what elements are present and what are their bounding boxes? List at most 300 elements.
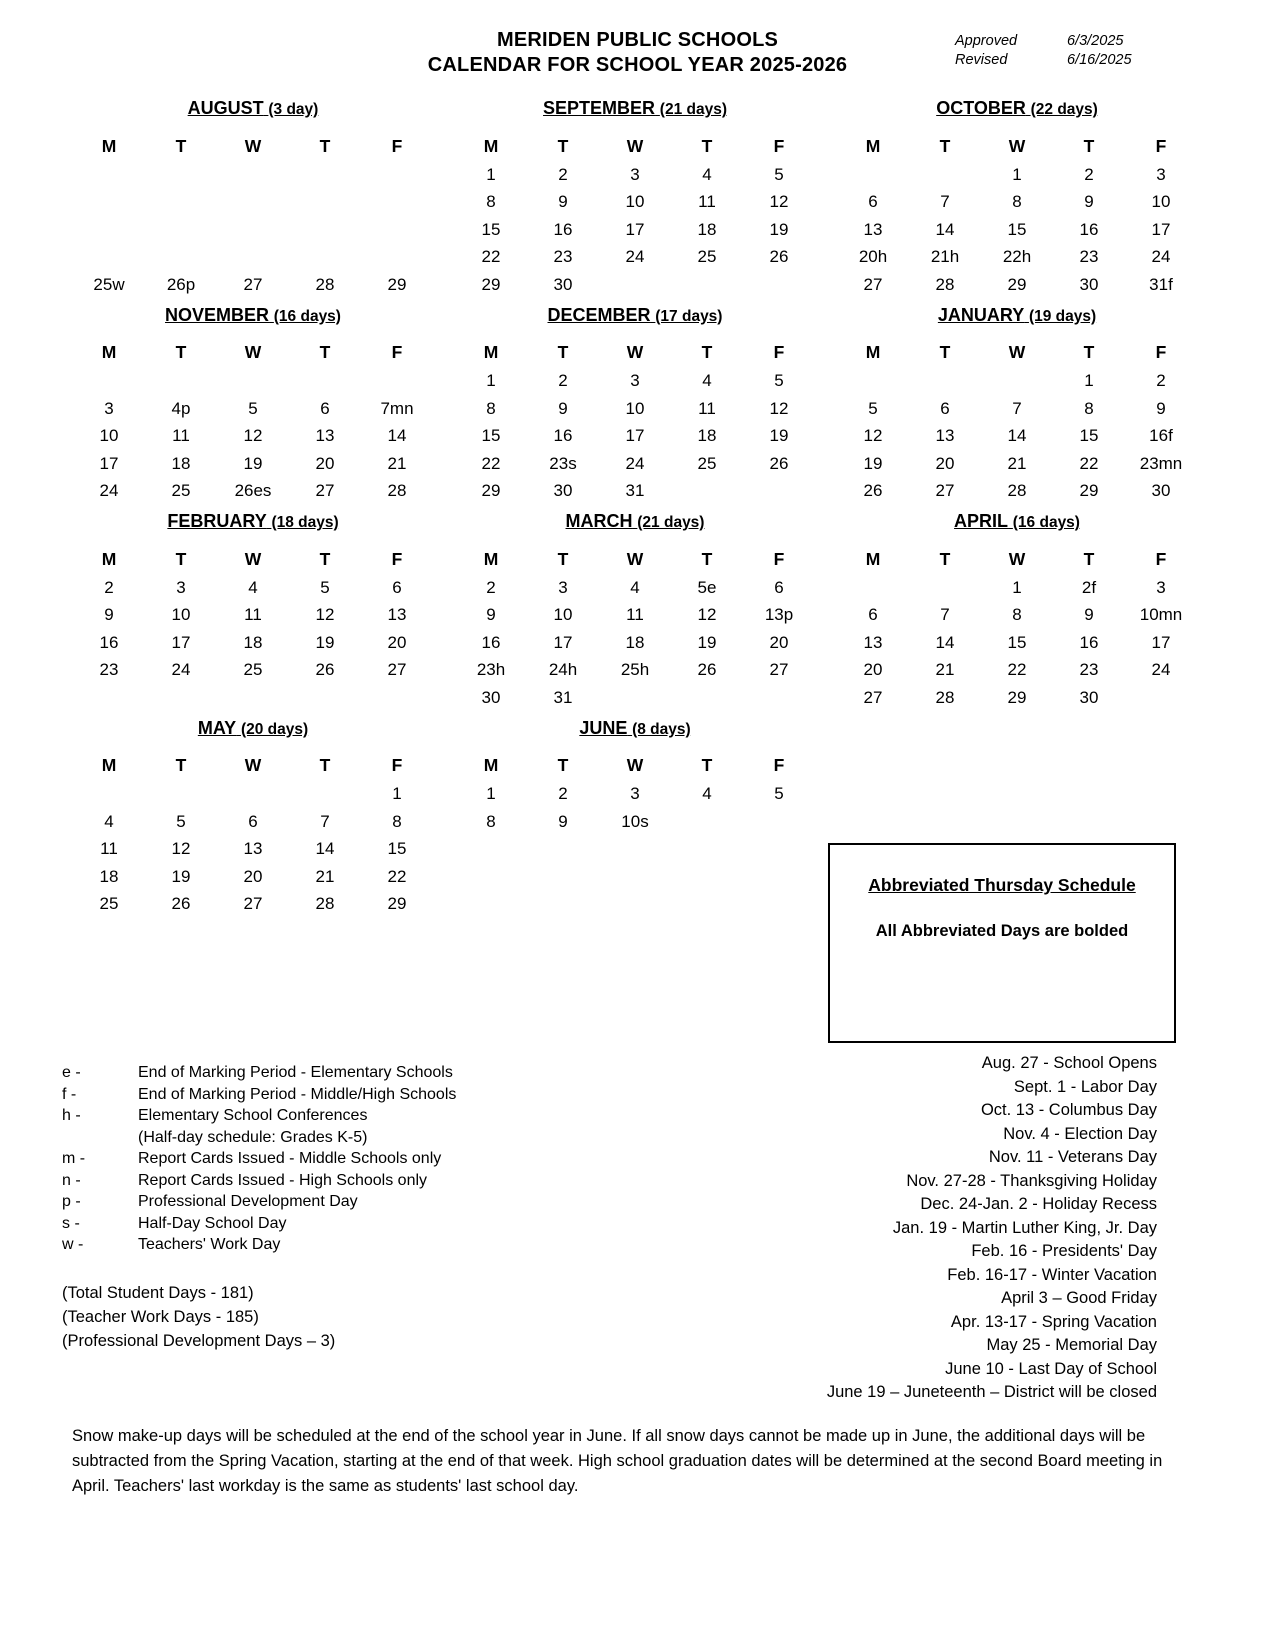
- weekday-header: F: [391, 342, 403, 362]
- day-cell[interactable]: 20: [243, 866, 263, 886]
- month-table: [73, 544, 433, 712]
- day-cell[interactable]: 22: [1007, 660, 1027, 680]
- day-cell[interactable]: 4: [702, 164, 712, 184]
- day-cell[interactable]: 17: [1151, 219, 1171, 239]
- week-row: [455, 891, 815, 919]
- week-row: [837, 657, 1197, 685]
- day-cell[interactable]: 9: [486, 605, 496, 625]
- week-row: [73, 863, 433, 891]
- week-row: [73, 629, 433, 657]
- day-cell[interactable]: 26: [697, 660, 717, 680]
- day-cell[interactable]: 25w: [93, 274, 125, 294]
- day-cell[interactable]: 5: [320, 577, 330, 597]
- day-cell[interactable]: 13p: [764, 605, 794, 625]
- day-cell[interactable]: 29: [387, 274, 407, 294]
- day-cell[interactable]: 24: [171, 660, 191, 680]
- day-cell[interactable]: 20h: [858, 247, 888, 267]
- approved-date: 6/3/2025: [1067, 33, 1124, 49]
- day-cell[interactable]: 21: [387, 453, 407, 473]
- weekday-header-row: [73, 131, 433, 161]
- day-cell[interactable]: 28: [1007, 481, 1027, 501]
- day-cell[interactable]: 6: [248, 811, 258, 831]
- day-cell[interactable]: 19: [315, 632, 335, 652]
- day-cell[interactable]: 21h: [930, 247, 960, 267]
- empty-cell: [909, 161, 981, 189]
- day-cell[interactable]: 7: [320, 811, 330, 831]
- day-cell[interactable]: 18: [697, 219, 717, 239]
- month-title: [444, 305, 826, 328]
- day-cell[interactable]: 5: [774, 784, 784, 804]
- day-cell[interactable]: 8: [1084, 398, 1094, 418]
- day-cell[interactable]: 22h: [1002, 247, 1032, 267]
- week-row: [73, 161, 433, 189]
- day-cell[interactable]: 29: [1007, 274, 1027, 294]
- day-cell[interactable]: 3: [176, 577, 186, 597]
- day-cell[interactable]: 10: [171, 605, 191, 625]
- month-table: [455, 131, 815, 299]
- day-cell[interactable]: 9: [558, 192, 568, 212]
- empty-cell: [289, 244, 361, 272]
- day-cell[interactable]: 2: [486, 577, 496, 597]
- day-cell[interactable]: 7: [940, 192, 950, 212]
- day-cell[interactable]: 5: [176, 811, 186, 831]
- day-cell[interactable]: 4: [248, 577, 258, 597]
- weekday-header: T: [939, 548, 951, 569]
- day-cell[interactable]: 9: [104, 605, 114, 625]
- day-cell[interactable]: 27: [863, 687, 883, 707]
- day-cell[interactable]: 1: [1084, 371, 1094, 391]
- weekday-header: M: [483, 755, 499, 775]
- day-cell[interactable]: 12: [769, 398, 789, 418]
- day-cell[interactable]: 13: [863, 219, 883, 239]
- day-cell[interactable]: 17: [625, 219, 645, 239]
- day-cell[interactable]: 6: [774, 577, 784, 597]
- day-cell[interactable]: 26: [769, 247, 789, 267]
- empty-cell: [837, 161, 909, 189]
- day-cell[interactable]: 6: [392, 577, 402, 597]
- day-cell[interactable]: 17: [99, 453, 119, 473]
- day-cell[interactable]: 10: [625, 398, 645, 418]
- legend-key-symbol: h -: [62, 1107, 81, 1124]
- month-november: [62, 305, 444, 506]
- day-cell[interactable]: 13: [387, 605, 407, 625]
- day-cell[interactable]: 29: [1079, 481, 1099, 501]
- day-cell[interactable]: 2: [558, 784, 568, 804]
- day-cell[interactable]: 6: [868, 605, 878, 625]
- day-cell[interactable]: 29: [387, 894, 407, 914]
- day-cell[interactable]: 14: [1007, 426, 1027, 446]
- empty-cell: [671, 891, 743, 919]
- day-cell[interactable]: 18: [625, 632, 645, 652]
- day-cell[interactable]: 1: [486, 784, 496, 804]
- day-cell[interactable]: 7mn: [380, 398, 414, 418]
- day-cell[interactable]: 16: [553, 219, 573, 239]
- day-cell[interactable]: 16: [99, 632, 119, 652]
- day-cell[interactable]: 27: [243, 894, 263, 914]
- day-cell[interactable]: 25: [171, 481, 191, 501]
- week-row: [455, 161, 815, 189]
- day-cell[interactable]: 28: [387, 481, 407, 501]
- weekday-header: M: [865, 548, 881, 569]
- week-row: [455, 574, 815, 602]
- day-cell[interactable]: 2: [558, 371, 568, 391]
- day-cell[interactable]: 30: [481, 687, 501, 707]
- day-cell[interactable]: 11: [698, 398, 716, 418]
- revised-row: [955, 51, 1157, 70]
- legend-description: Teachers' Work Day: [138, 1236, 281, 1253]
- weekday-header: F: [773, 755, 785, 775]
- day-cell[interactable]: 23s: [549, 453, 577, 473]
- day-cell[interactable]: 27: [387, 660, 407, 680]
- day-cell[interactable]: 5: [248, 398, 258, 418]
- day-cell[interactable]: 11: [244, 605, 262, 625]
- month-august: [62, 98, 444, 299]
- day-cell[interactable]: 4: [104, 811, 114, 831]
- day-cell[interactable]: 10: [553, 605, 573, 625]
- day-cell[interactable]: 28: [935, 274, 955, 294]
- day-cell[interactable]: 15: [481, 426, 501, 446]
- day-cell[interactable]: 20: [769, 632, 789, 652]
- day-cell[interactable]: 24: [1151, 247, 1171, 267]
- day-cell[interactable]: 19: [769, 426, 789, 446]
- weekday-header-row: [73, 338, 433, 368]
- day-cell[interactable]: 3: [630, 371, 640, 391]
- empty-cell: [217, 368, 289, 396]
- day-cell[interactable]: 3: [630, 784, 640, 804]
- day-cell[interactable]: 8: [486, 398, 496, 418]
- day-cell[interactable]: 8: [486, 192, 496, 212]
- day-cell[interactable]: 15: [387, 839, 407, 859]
- day-cell[interactable]: 17: [171, 632, 191, 652]
- day-cell[interactable]: 10: [625, 192, 645, 212]
- week-row: [837, 450, 1197, 478]
- empty-cell: [599, 684, 671, 712]
- day-cell[interactable]: 25h: [620, 660, 650, 680]
- day-cell[interactable]: 26: [769, 453, 789, 473]
- month-april: [826, 511, 1208, 712]
- day-cell[interactable]: 20: [935, 453, 955, 473]
- day-cell[interactable]: 2: [104, 577, 114, 597]
- weekday-header: F: [391, 755, 403, 775]
- day-cell[interactable]: 18: [99, 866, 119, 886]
- day-cell[interactable]: 13: [863, 632, 883, 652]
- day-cell[interactable]: 10s: [621, 811, 649, 831]
- day-cell[interactable]: 14: [387, 426, 407, 446]
- day-cell[interactable]: 14: [935, 219, 955, 239]
- day-cell[interactable]: 25: [697, 453, 717, 473]
- day-cell[interactable]: 12: [769, 192, 789, 212]
- day-cell[interactable]: 27: [315, 481, 335, 501]
- empty-cell: [217, 781, 289, 809]
- day-cell[interactable]: 29: [481, 481, 501, 501]
- day-cell[interactable]: 23: [1079, 660, 1099, 680]
- weekday-header: W: [244, 755, 262, 775]
- weekday-header: M: [483, 135, 499, 156]
- day-cell[interactable]: 11: [698, 192, 716, 212]
- weekday-header: W: [244, 135, 262, 156]
- month-name: FEBRUARY: [167, 511, 267, 531]
- day-cell[interactable]: 4: [702, 784, 712, 804]
- day-cell[interactable]: 18: [243, 632, 263, 652]
- day-cell[interactable]: 3: [558, 577, 568, 597]
- day-cell[interactable]: 3: [1156, 577, 1166, 597]
- day-cell[interactable]: 9: [558, 398, 568, 418]
- month-row: [62, 305, 1215, 506]
- day-cell[interactable]: 11: [626, 605, 644, 625]
- day-cell[interactable]: 12: [315, 605, 335, 625]
- day-cell[interactable]: 15: [1007, 632, 1027, 652]
- day-cell[interactable]: 27: [243, 274, 263, 294]
- day-cell[interactable]: 23: [1079, 247, 1099, 267]
- day-cell[interactable]: 13: [315, 426, 335, 446]
- day-cell[interactable]: 1: [486, 371, 496, 391]
- day-cell[interactable]: 22: [387, 866, 407, 886]
- day-cell[interactable]: 14: [935, 632, 955, 652]
- day-cell[interactable]: 28: [315, 274, 335, 294]
- day-cell[interactable]: 31: [553, 687, 573, 707]
- day-cell[interactable]: 4: [702, 371, 712, 391]
- day-cell[interactable]: 27: [769, 660, 789, 680]
- legend-row: [62, 1127, 456, 1149]
- day-cell[interactable]: 7: [1012, 398, 1022, 418]
- day-cell[interactable]: 28: [315, 894, 335, 914]
- day-cell[interactable]: 4p: [171, 398, 191, 418]
- day-cell[interactable]: 26es: [234, 481, 272, 501]
- day-cell[interactable]: 8: [1012, 192, 1022, 212]
- day-cell[interactable]: 24: [625, 453, 645, 473]
- day-cell[interactable]: 18: [697, 426, 717, 446]
- revised-date: 6/16/2025: [1067, 52, 1132, 68]
- empty-cell: [217, 189, 289, 217]
- day-cell[interactable]: 30: [553, 274, 573, 294]
- day-cell[interactable]: 6: [320, 398, 330, 418]
- weekday-header: M: [865, 342, 881, 362]
- revised-label: Revised: [955, 52, 1008, 68]
- day-cell[interactable]: 30: [1151, 481, 1171, 501]
- day-cell[interactable]: 12: [863, 426, 883, 446]
- day-cell[interactable]: 17: [625, 426, 645, 446]
- weekday-header: T: [701, 342, 713, 362]
- day-cell[interactable]: 23: [99, 660, 119, 680]
- empty-cell: [671, 271, 743, 299]
- day-cell[interactable]: 29: [1007, 687, 1027, 707]
- day-cell[interactable]: 15: [1079, 426, 1099, 446]
- day-cell[interactable]: 26p: [166, 274, 196, 294]
- day-cell[interactable]: 8: [1012, 605, 1022, 625]
- day-cell[interactable]: 17: [553, 632, 573, 652]
- weekday-header: F: [391, 135, 403, 156]
- holiday-item: May 25 - Memorial Day: [986, 1336, 1157, 1354]
- day-cell[interactable]: 1: [486, 164, 496, 184]
- day-cell[interactable]: 13: [935, 426, 955, 446]
- day-cell[interactable]: 20: [387, 632, 407, 652]
- day-cell[interactable]: 3: [1156, 164, 1166, 184]
- weekday-header-row: [455, 751, 815, 781]
- month-name: DECEMBER: [547, 304, 651, 325]
- day-cell[interactable]: 15: [1007, 219, 1027, 239]
- day-cell[interactable]: 4: [630, 577, 640, 597]
- weekday-header: M: [865, 135, 881, 156]
- day-cell[interactable]: 2: [558, 164, 568, 184]
- empty-cell: [671, 808, 743, 836]
- day-cell[interactable]: 19: [243, 453, 263, 473]
- day-cell[interactable]: 10: [1151, 192, 1171, 212]
- day-cell[interactable]: 8: [486, 811, 496, 831]
- day-cell[interactable]: 16: [553, 426, 573, 446]
- day-cell[interactable]: 23: [553, 247, 573, 267]
- day-cell[interactable]: 9: [1084, 192, 1094, 212]
- day-cell[interactable]: 20: [315, 453, 335, 473]
- day-cell[interactable]: 2f: [1081, 577, 1097, 597]
- day-cell[interactable]: 30: [1079, 274, 1099, 294]
- week-row: [73, 602, 433, 630]
- day-cell[interactable]: 6: [940, 398, 950, 418]
- day-cell[interactable]: 22: [481, 453, 501, 473]
- day-cell[interactable]: 31f: [1149, 274, 1173, 294]
- empty-cell: [289, 781, 361, 809]
- day-cell[interactable]: 19: [769, 219, 789, 239]
- empty-cell: [73, 368, 145, 396]
- weekday-header: F: [1155, 342, 1167, 362]
- day-cell[interactable]: 25: [243, 660, 263, 680]
- empty-cell: [145, 216, 217, 244]
- month-days-count: (21 days): [659, 101, 727, 118]
- weekday-header: M: [483, 548, 499, 569]
- day-cell[interactable]: 22: [481, 247, 501, 267]
- legend-description: (Half-day schedule: Grades K-5): [138, 1128, 368, 1146]
- legend-row: [62, 1191, 456, 1213]
- weekday-header: W: [244, 342, 262, 362]
- day-cell[interactable]: 26: [315, 660, 335, 680]
- week-row: [73, 808, 433, 836]
- day-cell[interactable]: 16: [1079, 219, 1099, 239]
- day-cell[interactable]: 18: [171, 453, 191, 473]
- day-cell[interactable]: 17: [1151, 632, 1171, 652]
- day-cell[interactable]: 16: [481, 632, 501, 652]
- weekday-header: T: [701, 548, 713, 569]
- day-cell[interactable]: 22: [1079, 453, 1099, 473]
- day-cell[interactable]: 30: [1079, 687, 1099, 707]
- day-cell[interactable]: 24h: [548, 660, 578, 680]
- day-cell[interactable]: 29: [481, 274, 501, 294]
- day-cell[interactable]: 23h: [476, 660, 506, 680]
- day-cell[interactable]: 14: [315, 839, 335, 859]
- empty-cell: [599, 836, 671, 864]
- totals-line: (Professional Development Days – 3): [62, 1332, 336, 1350]
- day-cell[interactable]: 10: [99, 426, 119, 446]
- month-days-count: (22 days): [1030, 101, 1098, 118]
- day-cell[interactable]: 1: [392, 784, 402, 804]
- month-name: APRIL: [954, 511, 1009, 531]
- title-line-1: MERIDEN PUBLIC SCHOOLS: [496, 29, 779, 51]
- weekday-header: M: [101, 342, 117, 362]
- day-cell[interactable]: 5: [868, 398, 878, 418]
- holiday-item: Jan. 19 - Martin Luther King, Jr. Day: [892, 1218, 1157, 1237]
- day-cell[interactable]: 8: [392, 811, 402, 831]
- day-cell[interactable]: 1: [1012, 164, 1022, 184]
- day-cell[interactable]: 30: [553, 481, 573, 501]
- day-cell[interactable]: 5: [774, 371, 784, 391]
- day-cell[interactable]: 21: [315, 866, 335, 886]
- day-cell[interactable]: 24: [625, 247, 645, 267]
- empty-cell: [145, 161, 217, 189]
- day-cell[interactable]: 19: [697, 632, 717, 652]
- day-cell[interactable]: 7: [940, 605, 950, 625]
- day-cell[interactable]: 2: [1156, 371, 1166, 391]
- day-cell[interactable]: 12: [243, 426, 263, 446]
- empty-cell: [455, 891, 527, 919]
- day-cell[interactable]: 20: [863, 660, 883, 680]
- day-cell[interactable]: 19: [171, 866, 191, 886]
- day-cell[interactable]: 28: [935, 687, 955, 707]
- weekday-header: W: [1008, 135, 1026, 156]
- day-cell[interactable]: 25: [99, 894, 119, 914]
- day-cell[interactable]: 23mn: [1139, 453, 1183, 473]
- day-cell[interactable]: 3: [104, 398, 114, 418]
- day-cell[interactable]: 5: [774, 164, 784, 184]
- empty-cell: [743, 863, 815, 891]
- week-row: [73, 368, 433, 396]
- day-cell[interactable]: 9: [558, 811, 568, 831]
- day-cell[interactable]: 12: [171, 839, 191, 859]
- weekday-header: F: [1155, 135, 1167, 156]
- day-cell[interactable]: 25: [697, 247, 717, 267]
- day-cell[interactable]: 24: [99, 481, 119, 501]
- month-title: [62, 98, 444, 121]
- month-days-count: (8 days): [632, 720, 691, 738]
- day-cell[interactable]: 9: [1084, 605, 1094, 625]
- day-cell[interactable]: 11: [172, 426, 190, 446]
- day-cell[interactable]: 15: [481, 219, 501, 239]
- month-june: [444, 718, 826, 919]
- weekday-header: M: [101, 135, 117, 156]
- day-cell[interactable]: 5e: [697, 577, 717, 597]
- empty-cell: [289, 161, 361, 189]
- weekday-header: T: [701, 755, 713, 775]
- day-cell[interactable]: 21: [935, 660, 955, 680]
- week-row: [455, 395, 815, 423]
- month-name: AUGUST: [187, 98, 264, 118]
- day-cell[interactable]: 13: [243, 839, 263, 859]
- day-cell[interactable]: 10mn: [1139, 605, 1183, 625]
- day-cell[interactable]: 1: [1012, 577, 1022, 597]
- day-cell[interactable]: 24: [1151, 660, 1171, 680]
- day-cell[interactable]: 6: [868, 192, 878, 212]
- week-row: [73, 478, 433, 506]
- day-cell[interactable]: 3: [630, 164, 640, 184]
- weekday-header: W: [244, 548, 262, 569]
- empty-cell: [361, 161, 433, 189]
- day-cell[interactable]: 19: [863, 453, 883, 473]
- day-cell[interactable]: 31: [625, 481, 645, 501]
- day-cell[interactable]: 9: [1156, 398, 1166, 418]
- day-cell[interactable]: 2: [1084, 164, 1094, 184]
- weekday-header-row: [837, 338, 1197, 368]
- month-title: [62, 511, 444, 534]
- empty-cell: [361, 216, 433, 244]
- day-cell[interactable]: 26: [863, 481, 883, 501]
- day-cell[interactable]: 21: [1007, 453, 1027, 473]
- empty-cell: [217, 244, 289, 272]
- empty-cell: [145, 244, 217, 272]
- day-cell[interactable]: 27: [935, 481, 955, 501]
- day-cell[interactable]: 11: [100, 839, 118, 859]
- day-cell[interactable]: 16: [1079, 632, 1099, 652]
- day-cell[interactable]: 16f: [1149, 426, 1173, 446]
- day-cell[interactable]: 26: [171, 894, 191, 914]
- day-cell[interactable]: 27: [863, 274, 883, 294]
- day-cell[interactable]: 12: [697, 605, 717, 625]
